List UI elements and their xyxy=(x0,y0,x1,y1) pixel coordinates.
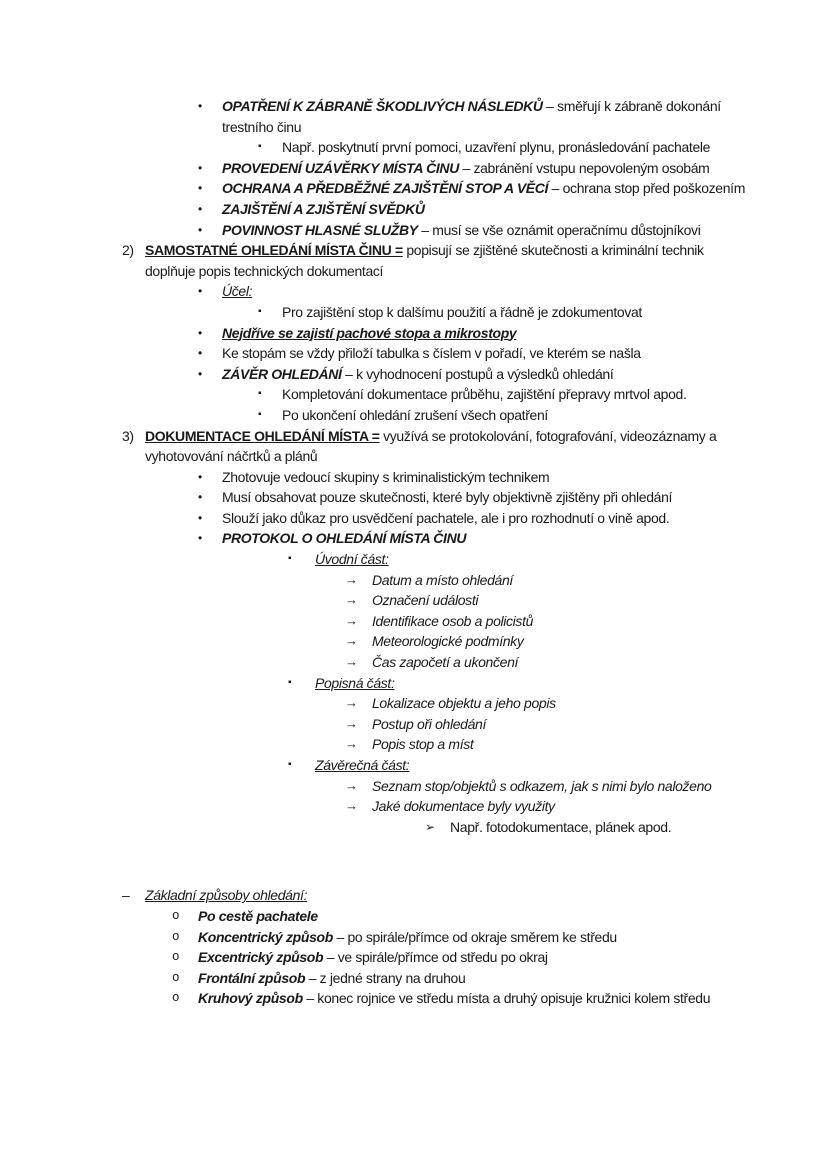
dash-bullet-icon: – xyxy=(122,887,130,904)
text-segment: Po ukončení ohledání zrušení všech opatření xyxy=(282,406,548,423)
text-segment: Koncentrický způsob xyxy=(198,928,333,945)
list-item-text xyxy=(222,199,748,220)
list-item-text xyxy=(198,988,748,1009)
text-segment: – po spirále/přímce od okraje směrem ke středu xyxy=(332,928,617,945)
list-item-text xyxy=(198,906,748,927)
list-item-text xyxy=(315,549,748,570)
list-item-text xyxy=(222,487,748,508)
list-item-text xyxy=(372,590,748,611)
square-bullet-icon: ▪ xyxy=(258,305,262,317)
list-item-text xyxy=(372,776,748,797)
text-segment: Popis stop a míst xyxy=(372,736,474,753)
list-item-text xyxy=(222,364,748,385)
list-item-text xyxy=(372,796,748,817)
text-segment: OCHRANA A PŘEDBĚŽNÉ ZAJIŠTĚNÍ STOP A VĚCÍ xyxy=(222,180,549,197)
square-bullet-icon: ▪ xyxy=(258,388,262,400)
text-segment: – musí se vše oznámit operačnímu důstojníkovi xyxy=(417,221,701,238)
list-item xyxy=(198,281,748,302)
list-number-marker: 3) xyxy=(122,427,134,444)
disc-bullet-icon: • xyxy=(198,201,202,216)
disc-bullet-icon: • xyxy=(198,160,202,175)
list-item xyxy=(198,467,748,488)
text-segment: Musí obsahovat pouze skutečnosti, které byly objektivně zjištěny při ohledání xyxy=(222,489,673,506)
disc-bullet-icon: • xyxy=(198,222,202,237)
list-item xyxy=(172,988,748,1009)
square-bullet-icon: ▪ xyxy=(288,553,292,565)
disc-bullet-icon: • xyxy=(198,531,202,546)
list-item-text xyxy=(282,302,748,323)
list-item-text xyxy=(222,343,748,364)
list-item xyxy=(172,947,748,968)
list-item xyxy=(345,734,748,755)
text-segment: Kompletování dokumentace průběhu, zajištění přepravy mrtvol apod. xyxy=(282,386,687,403)
list-item-text xyxy=(372,734,748,755)
list-item-text xyxy=(315,755,748,776)
arrow-bullet-icon: → xyxy=(345,798,358,814)
list-item xyxy=(345,611,748,632)
text-segment: Nejdříve se zajistí pachové stopa a mikrostopy xyxy=(222,324,517,341)
text-segment: Datum a místo ohledání xyxy=(372,571,513,588)
list-item xyxy=(345,652,748,673)
list-item xyxy=(345,693,748,714)
list-item xyxy=(122,885,748,906)
list-item xyxy=(345,570,748,591)
text-segment: – z jedné strany na druhou xyxy=(305,969,466,986)
text-segment: Popisná část: xyxy=(315,674,395,691)
disc-bullet-icon: • xyxy=(198,284,202,299)
text-segment: Lokalizace objektu a jeho popis xyxy=(372,695,556,712)
list-item-text xyxy=(222,508,748,529)
text-segment: Po cestě pachatele xyxy=(198,907,318,924)
disc-bullet-icon: • xyxy=(198,510,202,525)
text-segment: DOKUMENTACE OHLEDÁNÍ MÍSTA = xyxy=(145,427,380,444)
text-segment: Excentrický způsob xyxy=(198,949,324,966)
list-item-text xyxy=(222,158,748,179)
list-item-text xyxy=(222,220,748,241)
circle-bullet-icon: o xyxy=(172,908,180,923)
list-item xyxy=(258,405,748,426)
list-item-text xyxy=(372,693,748,714)
text-segment: Pro zajištění stop k dalšímu použití a řádně je zdokumentovat xyxy=(282,303,642,320)
text-segment: Ke stopám se vždy přiloží tabulka s číslem v pořadí, ve kterém se našla xyxy=(222,345,641,362)
text-segment: Označení události xyxy=(372,592,479,609)
list-item xyxy=(198,178,748,199)
text-segment: POVINNOST HLASNÉ SLUŽBY xyxy=(222,221,418,238)
text-segment: Identifikace osob a policistů xyxy=(372,612,534,629)
chevron-bullet-icon: ➢ xyxy=(425,819,435,834)
text-segment: Zhotovuje vedoucí skupiny s kriminalistickým technikem xyxy=(222,468,550,485)
list-item-text xyxy=(372,652,748,673)
disc-bullet-icon: • xyxy=(198,490,202,505)
text-segment: Postup oři ohledání xyxy=(372,715,486,732)
disc-bullet-icon: • xyxy=(198,469,202,484)
arrow-bullet-icon: → xyxy=(345,777,358,793)
list-item xyxy=(172,906,748,927)
circle-bullet-icon: o xyxy=(172,991,180,1006)
disc-bullet-icon: • xyxy=(198,99,202,113)
list-item-text xyxy=(222,467,748,488)
arrow-bullet-icon: → xyxy=(345,571,358,587)
square-bullet-icon: ▪ xyxy=(258,141,262,153)
list-item-text xyxy=(372,714,748,735)
disc-bullet-icon: • xyxy=(198,181,202,196)
text-segment: Jaké dokumentace byly využity xyxy=(372,798,555,815)
disc-bullet-icon: • xyxy=(198,366,202,381)
list-item xyxy=(198,508,748,529)
list-item xyxy=(288,755,748,776)
text-segment: – ve spirále/přímce od středu po okraj xyxy=(323,949,548,966)
list-item xyxy=(198,199,748,220)
text-segment: Závěrečná část: xyxy=(315,757,410,773)
list-item xyxy=(198,528,748,549)
list-item xyxy=(198,343,748,364)
paragraph-gap xyxy=(100,837,748,885)
list-item-text xyxy=(222,178,748,199)
list-item-text xyxy=(198,968,748,989)
list-item-text xyxy=(222,96,748,137)
text-segment: Kruhový způsob xyxy=(198,990,303,1007)
text-segment: Seznam stop/objektů s odkazem, jak s nimi bylo naloženo xyxy=(372,777,712,794)
list-item-text xyxy=(145,426,748,467)
list-item-text xyxy=(222,281,748,302)
square-bullet-icon: ▪ xyxy=(288,759,292,770)
list-item xyxy=(345,796,748,817)
list-item-text xyxy=(282,384,748,405)
list-item xyxy=(258,384,748,405)
list-item xyxy=(172,927,748,948)
text-segment: ZAJIŠTĚNÍ A ZJIŠTĚNÍ SVĚDKŮ xyxy=(222,200,425,217)
document-body xyxy=(100,96,748,1009)
list-item xyxy=(345,776,748,797)
list-item xyxy=(345,631,748,652)
arrow-bullet-icon: → xyxy=(345,654,358,670)
text-segment: PROVEDENÍ UZÁVĚRKY MÍSTA ČINU xyxy=(222,159,459,176)
text-segment: Např. poskytnutí první pomoci, uzavření plynu, pronásledování pachatele xyxy=(282,139,711,156)
list-item xyxy=(198,364,748,385)
square-bullet-icon: ▪ xyxy=(288,676,292,688)
circle-bullet-icon: o xyxy=(172,929,180,944)
list-item xyxy=(122,240,748,281)
text-segment: Účel: xyxy=(222,283,253,300)
list-item xyxy=(258,137,748,158)
list-item-text xyxy=(222,528,748,549)
text-segment: PROTOKOL O OHLEDÁNÍ MÍSTA ČINU xyxy=(222,530,467,547)
list-item-text xyxy=(372,611,748,632)
text-segment: – směřují k zábraně dokonání trestního činu xyxy=(222,98,721,135)
list-item xyxy=(198,158,748,179)
arrow-bullet-icon: → xyxy=(345,736,358,752)
list-item-text xyxy=(282,405,748,426)
text-segment: – ochrana stop před poškozením xyxy=(548,180,746,197)
list-item xyxy=(345,590,748,611)
list-item-text xyxy=(372,570,748,591)
arrow-bullet-icon: → xyxy=(345,633,358,649)
text-segment: OPATŘENÍ K ZÁBRANĚ ŠKODLIVÝCH NÁSLEDKŮ xyxy=(222,98,543,114)
text-segment: Např. fotodokumentace, plánek apod. xyxy=(450,818,672,835)
list-item xyxy=(258,302,748,323)
list-item xyxy=(288,549,748,570)
list-item xyxy=(198,220,748,241)
list-item-text xyxy=(145,885,748,906)
text-segment: Úvodní část: xyxy=(315,551,389,568)
arrow-bullet-icon: → xyxy=(345,592,358,608)
circle-bullet-icon: o xyxy=(172,950,180,965)
text-segment: Základní způsoby ohledání: xyxy=(145,887,308,904)
list-item-text xyxy=(315,673,748,694)
list-item-text xyxy=(222,323,748,344)
text-segment: využívá se protokolování, fotografování, videozáznamy a vyhotovování náčrtků a plánů xyxy=(145,427,717,465)
text-segment: popisují se zjištěné skutečnosti a kriminální technik doplňuje popis technických dokumentací xyxy=(145,242,704,279)
text-segment: – k vyhodnocení postupů a výsledků ohledání xyxy=(341,365,614,382)
arrow-bullet-icon: → xyxy=(345,715,358,731)
disc-bullet-icon: • xyxy=(198,325,202,340)
list-item xyxy=(425,817,748,838)
list-item xyxy=(288,673,748,694)
disc-bullet-icon: • xyxy=(198,346,202,361)
list-item-text xyxy=(198,927,748,948)
list-item xyxy=(172,968,748,989)
list-item-text xyxy=(198,947,748,968)
text-segment: ZÁVĚR OHLEDÁNÍ xyxy=(222,365,342,382)
text-segment: Slouží jako důkaz pro usvědčení pachatele, ale i pro rozhodnutí o vině apod. xyxy=(222,509,670,526)
text-segment: Frontální způsob xyxy=(198,969,306,986)
text-segment: Čas započetí a ukončení xyxy=(372,654,519,671)
text-segment: – konec rojnice ve středu místa a druhý opisuje kružnici kolem středu xyxy=(302,990,711,1007)
list-item xyxy=(198,323,748,344)
list-item-text xyxy=(145,240,748,281)
arrow-bullet-icon: → xyxy=(345,612,358,628)
text-segment: SAMOSTATNÉ OHLEDÁNÍ MÍSTA ČINU = xyxy=(145,242,403,259)
list-item-text xyxy=(372,631,748,652)
text-segment: – zabránění vstupu nepovoleným osobám xyxy=(458,159,710,176)
list-item xyxy=(198,96,748,137)
list-item-text xyxy=(450,817,748,838)
arrow-bullet-icon: → xyxy=(345,695,358,711)
circle-bullet-icon: o xyxy=(172,970,180,985)
list-number-marker: 2) xyxy=(122,242,134,259)
list-item xyxy=(345,714,748,735)
square-bullet-icon: ▪ xyxy=(258,408,262,420)
text-segment: Meteorologické podmínky xyxy=(372,633,524,650)
list-item xyxy=(122,426,748,467)
list-item xyxy=(198,487,748,508)
list-item-text xyxy=(282,137,748,158)
